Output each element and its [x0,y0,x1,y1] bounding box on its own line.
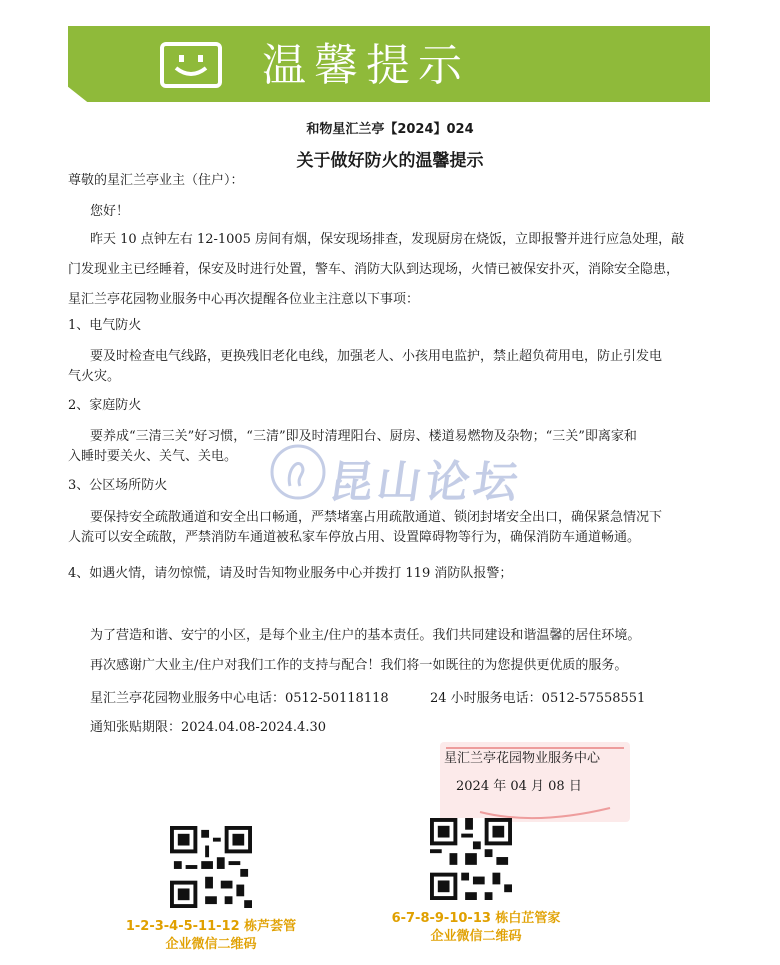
qr-label-line: 企业微信二维码 [430,929,522,944]
salutation: 尊敬的星汇兰亭业主（住户）： [68,173,244,188]
intro-line: 昨天 10 点钟左右 12-1005 房间有烟，保安现场排查，发现厨房在烧饭，立即报警并进行应急处理，敲 [90,232,685,247]
signature-date: 2024 年 04 月 08 日 [456,779,582,794]
qr-label-line: 6-7-8-9-10-13 栋白芷管家 [391,911,561,926]
qr-code-icon [170,826,252,908]
greeting: 您好！ [90,204,130,219]
section-heading: 1、电气防火 [68,318,142,333]
section-line: 气火灾。 [68,369,121,384]
section-line: 要养成“三清三关”好习惯，“三清”即及时清理阳台、厨房、楼道易燃物及杂物；“三关”即离家和 [90,429,637,444]
section-line: 人流可以安全疏散，严禁消防车通道被私家车停放占用、设置障碍物等行为，确保消防车通道畅通。 [68,530,641,545]
hotline: 24 小时服务电话：0512-57558551 [430,691,646,706]
section-heading: 2、家庭防火 [68,398,142,413]
intro-line: 星汇兰亭花园物业服务中心再次提醒各位业主注意以下事项： [68,292,420,307]
signature-org: 星汇兰亭花园物业服务中心 [444,751,601,766]
intro-line: 门发现业主已经睡着，保安及时进行处置，警车、消防大队到达现场，火情已被保安扑灭，消除安全隐患， [68,262,680,277]
qr-label [378,910,574,946]
point-four: 4、如遇火情，请勿惊慌，请及时告知物业服务中心并拨打 119 消防队报警； [68,566,513,581]
notice-title: 关于做好防火的温馨提示 [296,151,484,171]
closing-line: 再次感谢广大业主/住户对我们工作的支持与配合！我们将一如既往的为您提供更优质的服务。 [90,658,628,673]
watermark-text: 昆山论坛 [325,457,525,508]
section-line: 入睡时要关火、关气、关电。 [68,449,238,464]
center-phone: 星汇兰亭花园物业服务中心电话：0512-50118118 [90,691,389,706]
section-heading: 3、公区场所防火 [68,478,168,493]
document-number: 和物星汇兰亭【2024】024 [306,122,474,137]
watermark-logo-icon [268,440,328,504]
banner-title: 温馨提示 [262,40,470,91]
qr-label-line: 1-2-3-4-5-11-12 栋芦荟管 [125,919,297,934]
qr-code-icon [430,818,512,900]
forum-watermark [268,440,548,510]
posting-period: 通知张贴期限：2024.04.08-2024.4.30 [90,720,326,735]
section-line: 要保持安全疏散通道和安全出口畅通，严禁堵塞占用疏散通道、锁闭封堵安全出口，确保紧急情况下 [90,510,663,525]
section-line: 要及时检查电气线路，更换残旧老化电线，加强老人、小孩用电监护，禁止超负荷用电，防止引发电 [90,349,663,364]
qr-label [120,918,302,954]
closing-line: 为了营造和谐、安宁的小区，是每个业主/住户的基本责任。我们共同建设和谐温馨的居住环境。 [90,628,641,643]
qr-label-line: 企业微信二维码 [165,937,257,952]
smiley-icon [160,42,222,88]
